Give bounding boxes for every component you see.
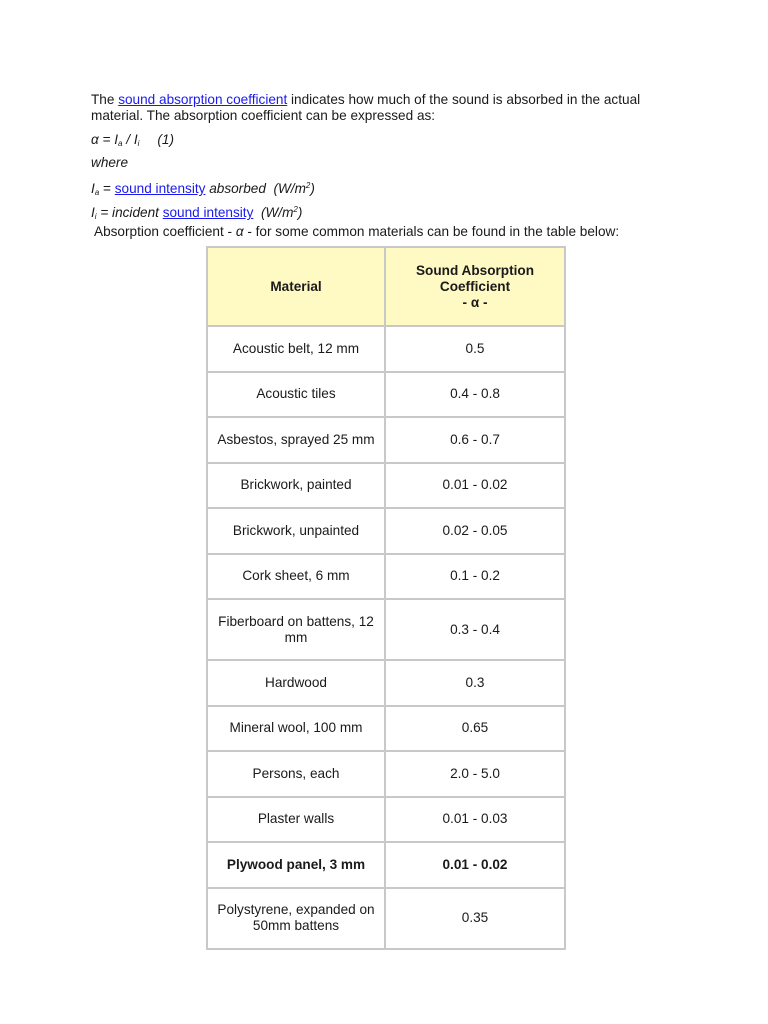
table-row [207, 508, 565, 554]
table-row [207, 842, 565, 888]
table-lead-text: Absorption coefficient - α - for some common materials can be found in the table below: [94, 224, 620, 239]
material-cell: Plywood panel, 3 mm [207, 842, 385, 888]
table-row [207, 751, 565, 797]
coefficient-cell: 0.4 - 0.8 [385, 372, 565, 418]
coefficient-column-header: Sound Absorption Coefficient - α - [385, 247, 565, 326]
material-cell: Persons, each [207, 751, 385, 797]
material-column-header: Material [207, 247, 385, 326]
table-row [207, 554, 565, 600]
sound-intensity-link-2[interactable]: sound intensity [162, 205, 254, 220]
table-row [207, 599, 565, 660]
material-cell: Hardwood [207, 660, 385, 706]
where-label: where [91, 155, 129, 170]
intro-text-start: The [91, 92, 119, 107]
absorption-formula: $\alpha = I_a / I_i$ (1) [91, 132, 175, 148]
coefficient-cell: 2.0 - 5.0 [385, 751, 565, 797]
material-cell: Polystyrene, expanded on 50mm battens [207, 888, 385, 949]
table-row [207, 797, 565, 843]
definition-ii: $I_i$ = incident sound intensity $(W/m^2)$ [91, 205, 303, 221]
coefficient-cell: 0.01 - 0.03 [385, 797, 565, 843]
formula-ii: I [133, 132, 138, 147]
lead-alpha: α [235, 224, 244, 239]
table-row [207, 660, 565, 706]
coefficient-cell: 0.01 - 0.02 [385, 463, 565, 509]
table-row [207, 326, 565, 372]
intro-text-end: indicates how much of the sound is absorbed in the actual material. The absorption coefficient can be expressed as: [91, 92, 641, 123]
coefficient-cell: 0.3 - 0.4 [385, 599, 565, 660]
coefficient-cell: 0.3 [385, 660, 565, 706]
material-cell: Acoustic tiles [207, 372, 385, 418]
material-cell: Cork sheet, 6 mm [207, 554, 385, 600]
material-cell: Acoustic belt, 12 mm [207, 326, 385, 372]
table-row [207, 417, 565, 463]
table-header-row [207, 247, 565, 326]
table-row [207, 706, 565, 752]
material-cell: Asbestos, sprayed 25 mm [207, 417, 385, 463]
coefficient-cell: 0.02 - 0.05 [385, 508, 565, 554]
material-cell: Fiberboard on battens, 12 mm [207, 599, 385, 660]
formula-alpha: α [91, 132, 99, 147]
coefficient-cell: 0.6 - 0.7 [385, 417, 565, 463]
coefficient-cell: 0.01 - 0.02 [385, 842, 565, 888]
material-cell: Brickwork, painted [207, 463, 385, 509]
equation-number: (1) [157, 132, 175, 147]
material-cell: Plaster walls [207, 797, 385, 843]
table-row [207, 463, 565, 509]
intro-paragraph [91, 92, 671, 124]
coefficient-cell: 0.35 [385, 888, 565, 949]
material-cell: Mineral wool, 100 mm [207, 706, 385, 752]
formula-ia: I [114, 132, 119, 147]
sound-absorption-coefficient-link[interactable]: sound absorption coefficient [118, 92, 288, 107]
table-row [207, 888, 565, 949]
table-row [207, 372, 565, 418]
definition-ia: $I_a$ = sound intensity absorbed $(W/m^2)$ [91, 181, 315, 197]
coefficient-cell: 0.5 [385, 326, 565, 372]
coefficient-cell: 0.65 [385, 706, 565, 752]
material-cell: Brickwork, unpainted [207, 508, 385, 554]
sound-intensity-link[interactable]: sound intensity [114, 181, 206, 196]
absorption-coefficient-table [206, 246, 566, 950]
coefficient-cell: 0.1 - 0.2 [385, 554, 565, 600]
